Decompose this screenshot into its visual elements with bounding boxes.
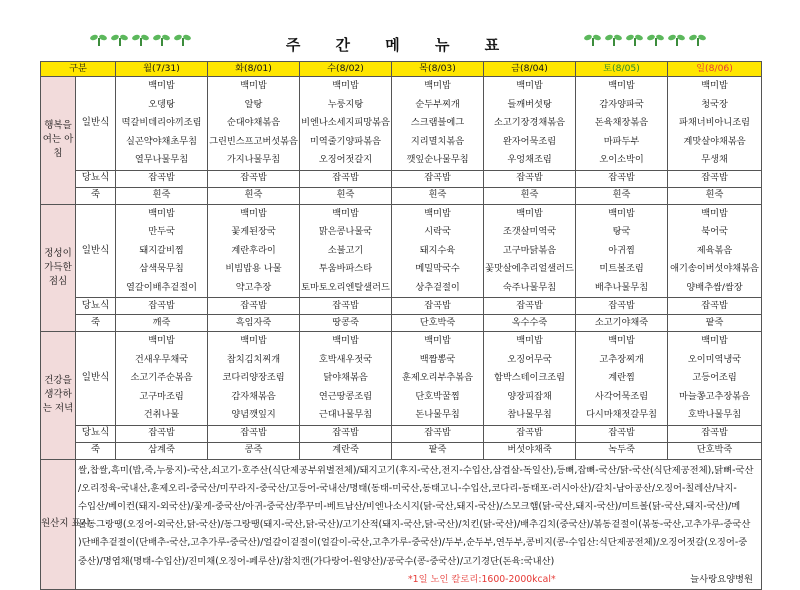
menu-item: 오이미역냉국 — [687, 353, 742, 365]
diabetic-cell: 잡곡밥 — [116, 170, 208, 187]
menu-item: 호박새우젓국 — [318, 353, 373, 365]
menu-cell — [116, 332, 208, 426]
origin-line: 수입산/베이컨(돼지-외국산)/꽃게-중국산/아귀-중국산/쭈꾸미-베트남산/비엔나소시지(닭-국산,돼지-국산)/스모크햄(닭-국산,돼지-국산)/미트볼(닭-국산,돼지-국산)/메 — [78, 500, 741, 512]
menu-item: 백미밥 — [332, 207, 359, 219]
menu-item: 완자어묵조림 — [502, 135, 557, 147]
menu-cell — [392, 332, 484, 426]
calorie-note: *1일 노인 칼로리:1600-2000kcal* — [408, 573, 556, 585]
menu-cell — [116, 77, 208, 171]
origin-row — [41, 459, 762, 589]
diabetic-cell: 잡곡밥 — [116, 298, 208, 315]
sprout-icon — [630, 34, 640, 46]
diabetic-cell: 잡곡밥 — [484, 425, 576, 442]
menu-item: 꽃맛살에추리얼샐러드 — [485, 263, 574, 274]
menu-item: 떡갈비데리야끼조림 — [121, 117, 202, 128]
diabetic-label: 당뇨식 — [76, 298, 116, 315]
menu-cell — [300, 332, 392, 426]
menu-item: 참치김치찌개 — [226, 353, 281, 365]
menu-item: 양배추쌈/쌈장 — [686, 281, 743, 293]
origin-line: /오리정육-국내산,훈제오리-중국산/미꾸라지-중국산/고등어-국내산/명태(동태-미국산,동태고니-수입산,코다리-동태포-러시아산)/갈치-남아공산/오징어-칠레산/낙지- — [78, 482, 737, 494]
page-title: 주 간 메 뉴 표 — [285, 36, 515, 54]
menu-cell — [116, 204, 208, 298]
lunch-porridge-row — [41, 315, 762, 332]
sprout-icon — [588, 34, 598, 46]
sprout-icon — [651, 34, 661, 46]
menu-item: 그린빈스프고버섯볶음 — [209, 135, 298, 147]
menu-item: 백미밥 — [516, 335, 543, 346]
menu-cell — [576, 77, 668, 171]
menu-item: 돼지수육 — [419, 244, 456, 256]
menu-cell — [576, 204, 668, 298]
menu-item: 백미밥 — [240, 80, 267, 91]
menu-item: 백미밥 — [240, 335, 267, 346]
diabetic-cell: 잡곡밥 — [208, 425, 300, 442]
menu-cell — [208, 204, 300, 298]
menu-cell — [392, 204, 484, 298]
porridge-cell: 옥수수죽 — [484, 315, 576, 332]
menu-item: 건새우무채국 — [134, 353, 189, 365]
porridge-cell: 흑임자죽 — [208, 315, 300, 332]
menu-item: 연근땅콩조림 — [318, 390, 373, 402]
menu-item: 알탕 — [244, 98, 263, 110]
diabetic-cell: 잡곡밥 — [576, 425, 668, 442]
menu-item: 토마토오리엔탈샐러드 — [301, 281, 390, 293]
hospital-name: 늘사랑요양병원 — [690, 573, 754, 585]
regular-label: 일반식 — [76, 77, 116, 171]
diabetic-cell: 잡곡밥 — [116, 425, 208, 442]
menu-item: 열무나물무침 — [134, 154, 189, 165]
menu-item: 참나물무침 — [507, 409, 552, 420]
menu-item: 파채너비아니조림 — [679, 117, 751, 128]
diabetic-cell: 잡곡밥 — [208, 298, 300, 315]
diabetic-cell: 잡곡밥 — [208, 170, 300, 187]
menu-item: 백미밥 — [332, 335, 359, 346]
menu-item: 약고추장 — [235, 281, 272, 293]
porridge-cell: 깨죽 — [116, 315, 208, 332]
menu-item: 오징어무국 — [507, 353, 552, 365]
porridge-label: 죽 — [76, 442, 116, 459]
menu-item: 백미밥 — [240, 207, 267, 219]
day-header-thu: 목(8/03) — [392, 62, 484, 77]
menu-item: 만두국 — [148, 226, 175, 237]
diabetic-cell: 잡곡밥 — [300, 425, 392, 442]
menu-item: 지리멸치볶음 — [410, 135, 465, 147]
diabetic-cell: 잡곡밥 — [300, 170, 392, 187]
menu-item: 메밀막국수 — [415, 263, 460, 274]
menu-item: 고구마닭볶음 — [502, 244, 557, 256]
menu-item: 감자양파국 — [599, 98, 644, 110]
menu-item: 가지나물무침 — [226, 154, 281, 165]
menu-item: 오이소박이 — [599, 154, 644, 165]
menu-item: 오징어젓갈지 — [318, 154, 373, 165]
menu-item: 훈제오리부추볶음 — [402, 372, 474, 383]
menu-item: 백미밥 — [148, 335, 175, 346]
lunch-diabetic-row — [41, 298, 762, 315]
origin-footer — [78, 571, 759, 589]
menu-item: 스크램블에그 — [410, 117, 465, 128]
menu-item: 백미밥 — [608, 80, 635, 91]
menu-cell — [300, 204, 392, 298]
menu-item: 맑은콩나물국 — [318, 226, 373, 237]
menu-cell — [484, 77, 576, 171]
menu-item: 고구마조림 — [139, 390, 184, 402]
menu-cell — [484, 204, 576, 298]
porridge-cell: 흰죽 — [484, 187, 576, 204]
menu-item: 고등어조림 — [692, 372, 737, 383]
menu-item: 근대나물무침 — [318, 409, 373, 420]
lunch-meal-label: 정성이 가득한 점심 — [41, 204, 76, 332]
diabetic-cell: 잡곡밥 — [576, 170, 668, 187]
day-header-wed: 수(8/02) — [300, 62, 392, 77]
menu-item: 백미밥 — [516, 80, 543, 91]
menu-item: 양념깻잎지 — [231, 409, 276, 420]
menu-item: 백미밥 — [701, 207, 728, 219]
porridge-label: 죽 — [76, 315, 116, 332]
menu-item: 계맛살야채볶음 — [683, 135, 746, 147]
menu-item: 애기송이버섯야채볶음 — [670, 263, 759, 274]
menu-item: 실곤약야채초무침 — [126, 135, 198, 147]
diabetic-cell: 잡곡밥 — [300, 298, 392, 315]
menu-item: 삼색묵무침 — [139, 263, 184, 274]
menu-item: 누룽지탕 — [327, 98, 364, 110]
menu-item: 양장피잡채 — [507, 390, 552, 402]
menu-item: 우엉채조림 — [507, 154, 552, 165]
diabetic-cell: 잡곡밥 — [668, 425, 762, 442]
sprout-icon — [693, 34, 703, 46]
diabetic-label: 당뇨식 — [76, 425, 116, 442]
diabetic-cell: 잡곡밥 — [576, 298, 668, 315]
menu-cell — [208, 332, 300, 426]
menu-item: 백미밥 — [424, 80, 451, 91]
menu-item: 배추나물무침 — [594, 281, 649, 293]
menu-item: 소고기장경채볶음 — [494, 117, 566, 128]
menu-item: 상추겉절이 — [415, 281, 460, 293]
breakfast-porridge-row — [41, 187, 762, 204]
porridge-cell: 소고기야채죽 — [576, 315, 668, 332]
menu-cell — [668, 204, 762, 298]
menu-item: 백미밥 — [701, 80, 728, 91]
menu-item: 소고기주순볶음 — [130, 372, 193, 383]
group-header: 구분 — [41, 62, 116, 77]
origin-line: 중산)/명엽채(명태-수입산)/진미채(오징어-페루산)/참치캔(가다랑어-원양산)/공국수(콩-중국산)/고기경단(돈육:국내산) — [78, 555, 555, 567]
porridge-cell: 계란죽 — [300, 442, 392, 459]
menu-item: 백미밥 — [701, 335, 728, 346]
menu-item: 코다리양장조림 — [222, 372, 285, 383]
origin-line: 쌀,찹쌀,흑미(밥,죽,누룽지)-국산,쇠고기-호주산(식단제공부위별전체)/돼지고기(후지-국산,전지-수입산,삼겹살-독일산),등뼈,잡뼈-국산/닭-국산(식단제공전체),닭뼈-국산 — [78, 464, 754, 476]
menu-item: 다시마채젓갈무침 — [586, 409, 658, 420]
menu-item: 함박스테이크조림 — [494, 372, 566, 383]
menu-item: 순두부찌개 — [415, 98, 460, 110]
menu-item: 무생채 — [701, 154, 728, 165]
porridge-cell: 흰죽 — [116, 187, 208, 204]
menu-item: 백미밥 — [516, 207, 543, 219]
day-header-sun: 일(8/06) — [668, 62, 762, 77]
menu-item: 계란후라이 — [231, 244, 276, 256]
porridge-cell: 단호박죽 — [392, 315, 484, 332]
dinner-meal-label: 건강을 생각하는 저녁 — [41, 332, 76, 460]
menu-item: 미역줄기양파볶음 — [310, 135, 382, 147]
menu-item: 백미밥 — [148, 80, 175, 91]
lunch-regular-row — [41, 204, 762, 298]
diabetic-cell: 잡곡밥 — [484, 170, 576, 187]
menu-item: 건취나물 — [143, 409, 180, 420]
menu-cell — [576, 332, 668, 426]
menu-item: 백짬뽕국 — [419, 353, 456, 365]
porridge-cell: 버섯야채죽 — [484, 442, 576, 459]
menu-item: 청국장 — [701, 98, 728, 110]
dinner-porridge-row — [41, 442, 762, 459]
menu-item: 백미밥 — [424, 335, 451, 346]
menu-item: 아귀찜 — [608, 244, 635, 256]
porridge-cell: 콩죽 — [208, 442, 300, 459]
menu-item: 숙주나물무침 — [502, 281, 557, 293]
menu-item: 꽃게된장국 — [231, 226, 276, 237]
origin-lines — [78, 462, 759, 571]
dinner-diabetic-row — [41, 425, 762, 442]
diabetic-cell: 잡곡밥 — [668, 170, 762, 187]
menu-item: 돈육채장볶음 — [594, 117, 649, 128]
menu-item: 순대야채볶음 — [226, 117, 281, 128]
menu-cell — [208, 77, 300, 171]
menu-item: 고추장찌개 — [599, 353, 644, 365]
menu-item: 단호박꿀찜 — [415, 390, 460, 402]
menu-item: 닭야채볶음 — [323, 372, 368, 383]
menu-item: 투움바파스타 — [318, 263, 373, 274]
menu-item: 마늘쫑고추장볶음 — [679, 390, 751, 402]
weekly-menu-table — [40, 61, 762, 590]
diabetic-cell: 잡곡밥 — [668, 298, 762, 315]
regular-label: 일반식 — [76, 332, 116, 426]
menu-item: 미트볼조림 — [599, 263, 644, 274]
menu-cell — [300, 77, 392, 171]
header-row — [41, 62, 762, 77]
menu-item: 소불고기 — [327, 244, 364, 256]
breakfast-meal-label: 행복을 여는 아침 — [41, 77, 76, 205]
porridge-cell: 흰죽 — [300, 187, 392, 204]
menu-item: 돈나물무침 — [415, 409, 460, 420]
menu-item: 시락국 — [424, 226, 451, 237]
menu-cell — [392, 77, 484, 171]
porridge-cell: 흰죽 — [576, 187, 668, 204]
menu-item: 조갯살미역국 — [502, 226, 557, 237]
menu-cell — [668, 77, 762, 171]
origin-text — [76, 459, 762, 589]
diabetic-cell: 잡곡밥 — [484, 298, 576, 315]
porridge-cell: 녹두죽 — [576, 442, 668, 459]
origin-line: )단배추겉절이(단배추-국산,고추가루-중국산)/얼갈이겉절이(얼갈이-국산,고추가루-중국산)/두부,순두부,연두부,콩비지(콩-수입산:식단제공전체)/오징어젓갈(오징어-중 — [78, 537, 748, 549]
breakfast-diabetic-row — [41, 170, 762, 187]
menu-item: 비빔밥용 나물 — [225, 263, 282, 274]
menu-item: 감자채볶음 — [231, 390, 276, 402]
diabetic-cell: 잡곡밥 — [392, 170, 484, 187]
porridge-cell: 땅콩죽 — [300, 315, 392, 332]
menu-item: 비엔나소세지피망볶음 — [301, 117, 390, 128]
porridge-cell: 단호박죽 — [668, 442, 762, 459]
sprout-decoration-right — [588, 34, 714, 50]
day-header-mon: 월(7/31) — [116, 62, 208, 77]
porridge-cell: 흰죽 — [668, 187, 762, 204]
diabetic-cell: 잡곡밥 — [392, 298, 484, 315]
menu-item: 돼지갈비찜 — [139, 244, 184, 256]
menu-item: 북어국 — [701, 226, 728, 237]
menu-item: 마파두부 — [603, 135, 640, 147]
menu-cell — [668, 332, 762, 426]
menu-item: 사각어묵조림 — [594, 390, 649, 402]
menu-item: 제육볶음 — [696, 244, 733, 256]
menu-item: 탕국 — [612, 226, 631, 237]
menu-item: 들깨버섯탕 — [507, 98, 552, 110]
diabetic-label: 당뇨식 — [76, 170, 116, 187]
menu-cell — [484, 332, 576, 426]
porridge-cell: 삼계죽 — [116, 442, 208, 459]
menu-item: 백미밥 — [608, 335, 635, 346]
menu-item: 백미밥 — [608, 207, 635, 219]
porridge-cell: 흰죽 — [392, 187, 484, 204]
menu-item: 호박나물무침 — [687, 409, 742, 420]
menu-item: 열갈이배추겉절이 — [126, 281, 198, 293]
porridge-cell: 팥죽 — [392, 442, 484, 459]
day-header-tue: 화(8/01) — [208, 62, 300, 77]
regular-label: 일반식 — [76, 204, 116, 298]
menu-item: 계란찜 — [608, 372, 635, 383]
diabetic-cell: 잡곡밥 — [392, 425, 484, 442]
sprout-icon — [609, 34, 619, 46]
menu-item: 백미밥 — [332, 80, 359, 91]
porridge-label: 죽 — [76, 187, 116, 204]
dinner-regular-row — [41, 332, 762, 426]
menu-item: 백미밥 — [148, 207, 175, 219]
header — [0, 0, 800, 60]
day-header-sat: 토(8/05) — [576, 62, 668, 77]
origin-line: 물동그랑땡(오징어-외국산,닭-국산)/동그랑땡(돼지-국산,닭-국산)/고기산적(돼지-국산,닭-국산)/치킨(닭-국산)/배추김치(중국산)/볶동겉절이(볶동-국산,고추가루-중국산 — [78, 519, 751, 531]
porridge-cell: 흰죽 — [208, 187, 300, 204]
menu-item: 깻잎순나물무침 — [406, 154, 469, 165]
sprout-icon — [672, 34, 682, 46]
day-header-fri: 금(8/04) — [484, 62, 576, 77]
menu-item: 오뎅탕 — [148, 98, 175, 110]
breakfast-regular-row — [41, 77, 762, 171]
porridge-cell: 팥죽 — [668, 315, 762, 332]
menu-item: 백미밥 — [424, 207, 451, 219]
origin-label: 원산지 표시 — [41, 459, 76, 589]
